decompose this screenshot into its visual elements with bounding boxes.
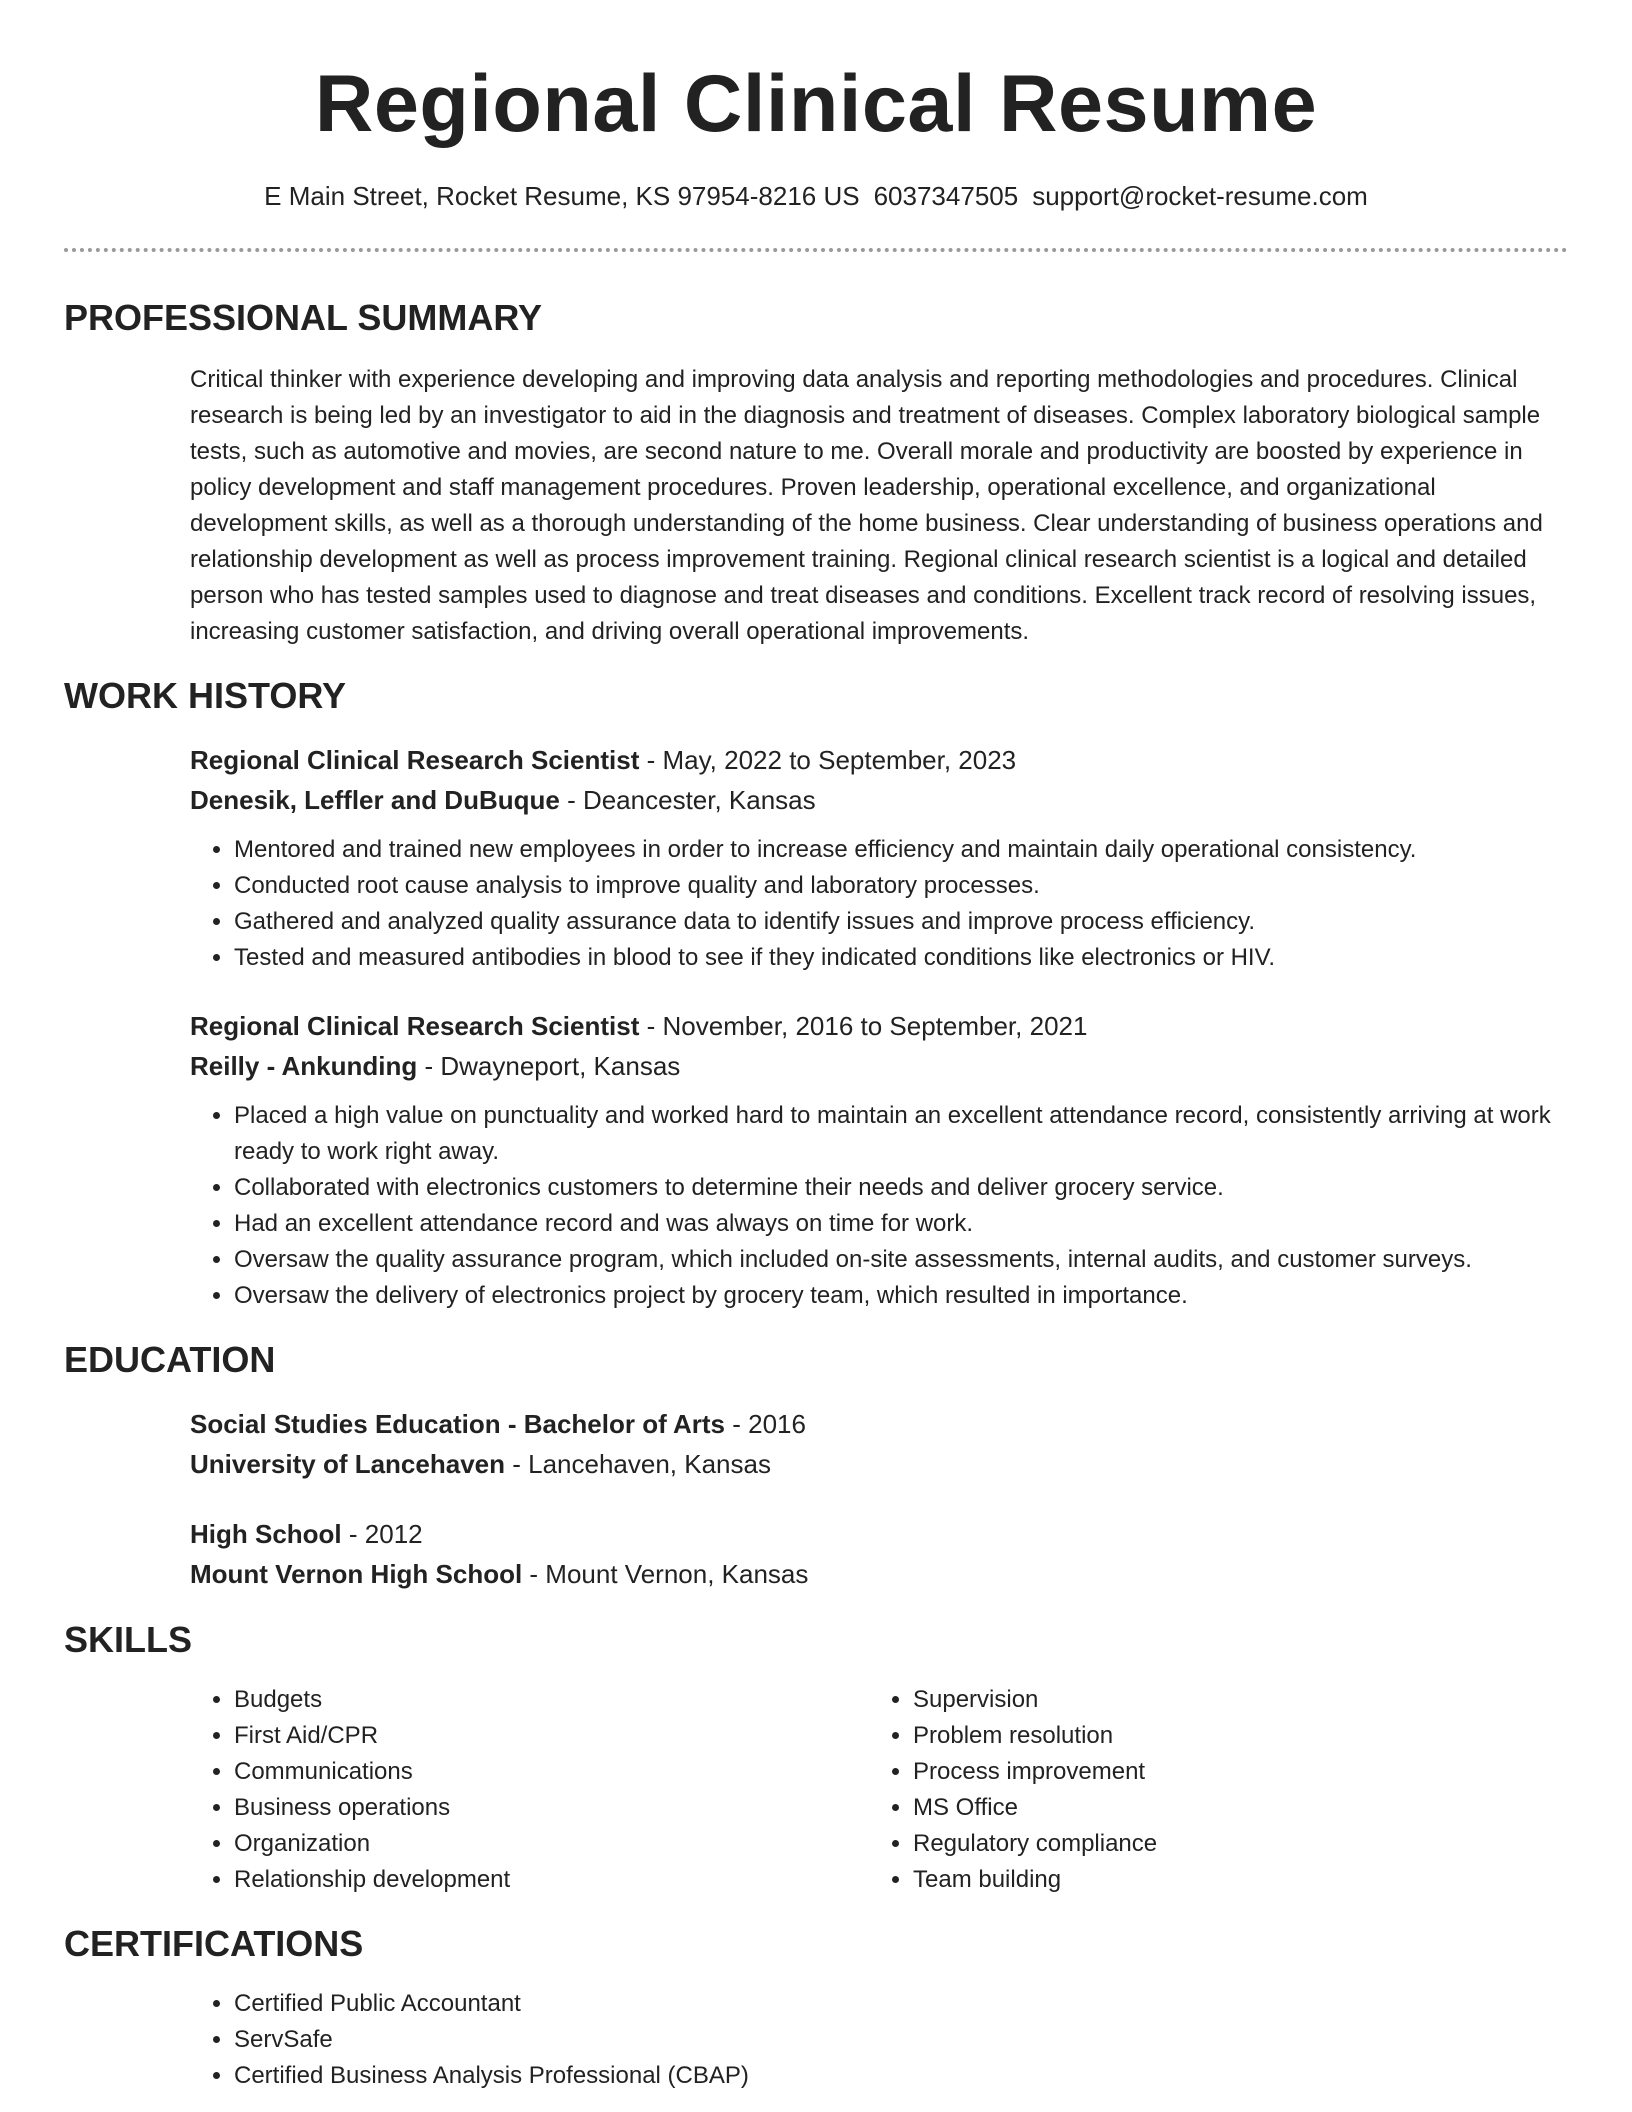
skill-item: • Budgets [234,1682,869,1718]
section-title-certifications: CERTIFICATIONS [64,1923,364,1964]
job-company-line [190,1046,1568,1086]
job-entry [190,740,1568,976]
skill-item: • First Aid/CPR [234,1718,869,1754]
school-name: University of Lancehaven [190,1449,505,1479]
certification-item: • Certified Business Analysis Professional (CBAP) [234,2058,1568,2094]
skill-item: • Supervision [913,1682,1548,1718]
job-bullet: • Oversaw the quality assurance program, which included on-site assessments, internal audits, and customer surveys. [234,1242,1568,1278]
contact-address: E Main Street, Rocket Resume, KS 97954-8216 US [264,181,860,211]
resume-page [64,0,1568,2094]
resume-title: Regional Clinical Resume [314,59,1318,149]
skill-item: • Organization [234,1826,869,1862]
job-company-line [190,780,1568,820]
job-bullet: • Mentored and trained new employees in order to increase efficiency and maintain daily operational consistency. [234,832,1568,868]
skill-item: • Team building [913,1862,1548,1898]
skill-item: • Communications [234,1754,869,1790]
degree-line [190,1514,1568,1554]
job-title: Regional Clinical Research Scientist [190,1011,640,1041]
school-line [190,1554,1568,1594]
job-bullet: • Collaborated with electronics customers to determine their needs and deliver grocery service. [234,1170,1568,1206]
job-dates: - November, 2016 to September, 2021 [639,1011,1088,1041]
skill-item: • Business operations [234,1790,869,1826]
job-location: - Deancester, Kansas [559,785,816,815]
contact-line [64,178,1568,214]
job-bullet: • Tested and measured antibodies in blood to see if they indicated conditions like electronics or HIV. [234,940,1568,976]
skill-item: • Process improvement [913,1754,1548,1790]
contact-email: support@rocket-resume.com [1032,181,1368,211]
job-company: Denesik, Leffler and DuBuque [190,785,560,815]
header-divider [64,248,1568,252]
certification-item: • ServSafe [234,2022,1568,2058]
summary-text: Critical thinker with experience developing and improving data analysis and reporting methodologies and procedures. Clinical research is being led by an investigator to aid in the diagnosis and treatment of diseases. Complex laboratory biological sample tests, such as automotive and movies, are second nature to me. Overall morale and productivity are boosted by experience in policy development and staff management procedures. Proven leadership, operational excellence, and organizational development skills, as well as a thorough understanding of the home business. Clear understanding of business operations and relationship development as well as process improvement training. Regional clinical research scientist is a logical and detailed person who has tested samples used to diagnose and treat diseases and conditions. Excellent track record of resolving issues, increasing customer satisfaction, and driving overall operational improvements. [190,366,1543,645]
job-entry [190,1006,1568,1314]
education-entry [190,1514,1568,1594]
skill-item: • Relationship development [234,1862,869,1898]
skill-item: • Problem resolution [913,1718,1548,1754]
certification-list [190,1986,1568,2094]
contact-phone: 6037347505 [873,181,1019,211]
section-title-skills: SKILLS [64,1619,193,1660]
section-title-education: EDUCATION [64,1339,276,1380]
section-title-work-history: WORK HISTORY [64,675,347,716]
job-location: - Dwayneport, Kansas [417,1051,681,1081]
degree-line [190,1404,1568,1444]
skills-grid [190,1682,1568,1898]
job-title-line [190,740,1568,780]
degree-year: - 2012 [341,1519,423,1549]
certification-item: • Certified Public Accountant [234,1986,1568,2022]
school-name: Mount Vernon High School [190,1559,523,1589]
job-company: Reilly - Ankunding [190,1051,418,1081]
skill-item: • MS Office [913,1790,1548,1826]
school-line [190,1444,1568,1484]
job-bullet: • Conducted root cause analysis to improve quality and laboratory processes. [234,868,1568,904]
school-location: - Lancehaven, Kansas [505,1449,771,1479]
job-bullet: • Oversaw the delivery of electronics project by grocery team, which resulted in importance. [234,1278,1568,1314]
skills-column-right [869,1682,1548,1898]
school-location: - Mount Vernon, Kansas [522,1559,809,1589]
degree-name: High School [190,1519,342,1549]
certifications-block [190,1986,1568,2094]
education-entry [190,1404,1568,1484]
job-dates: - May, 2022 to September, 2023 [639,745,1017,775]
job-title-line [190,1006,1568,1046]
section-title-summary: PROFESSIONAL SUMMARY [64,297,543,338]
degree-year: - 2016 [725,1409,806,1439]
job-bullets [190,832,1568,976]
skills-column-left [190,1682,869,1898]
job-bullet: • Placed a high value on punctuality and worked hard to maintain an excellent attendance record, consistently arriving at work ready to work right away. [234,1098,1568,1170]
job-title: Regional Clinical Research Scientist [190,745,640,775]
job-bullet: • Gathered and analyzed quality assurance data to identify issues and improve process efficiency. [234,904,1568,940]
skill-item: • Regulatory compliance [913,1826,1548,1862]
job-bullets [190,1098,1568,1314]
degree-name: Social Studies Education - Bachelor of Arts [190,1409,726,1439]
job-bullet: • Had an excellent attendance record and was always on time for work. [234,1206,1568,1242]
